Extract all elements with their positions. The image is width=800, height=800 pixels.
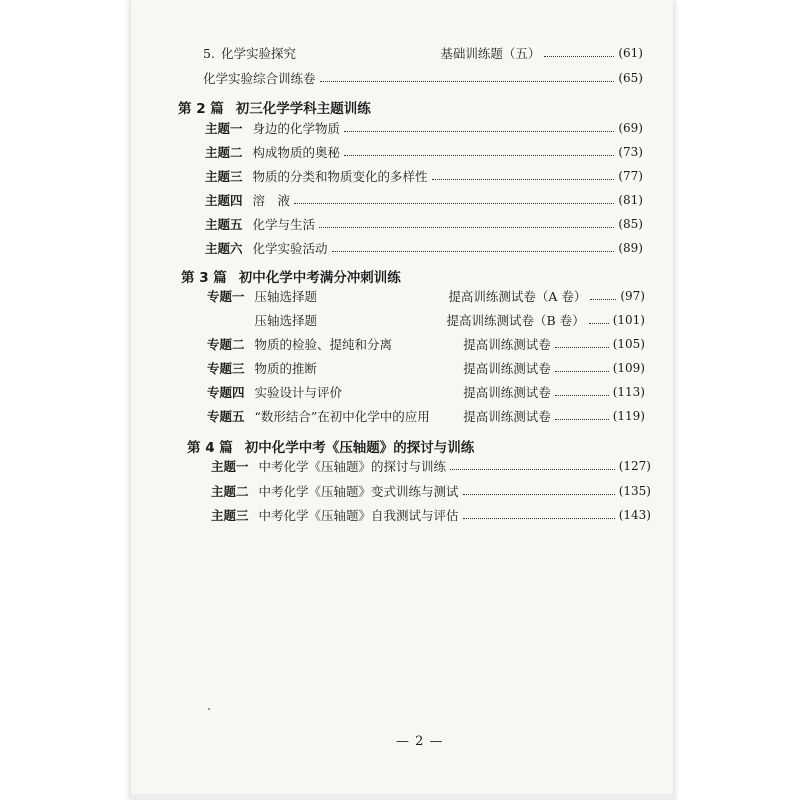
toc-leader [555, 370, 609, 372]
toc-leader [344, 154, 614, 156]
toc-label: 专题二 [207, 337, 245, 352]
toc-label: 主题三 [211, 508, 249, 523]
toc-page: (127) [618, 459, 651, 473]
toc-subtitle: 提高训练测试卷 [463, 337, 551, 352]
toc-page: (119) [612, 409, 645, 423]
toc-subtitle: 提高训练测试卷 [463, 409, 551, 424]
toc-row [205, 237, 643, 259]
toc-title: 化学实验综合训练卷 [203, 71, 316, 86]
toc-leader [590, 298, 616, 300]
toc-leader [319, 226, 614, 228]
toc-row-5 [203, 42, 643, 64]
toc-title: 压轴选择题 [254, 289, 318, 304]
toc-label: 主题五 [205, 217, 243, 232]
toc-row [207, 309, 645, 331]
toc-subtitle: 提高训练测试卷（A 卷） [448, 289, 587, 304]
toc-leader [320, 80, 615, 82]
toc-title: 实验设计与评价 [254, 385, 343, 400]
toc-row [207, 357, 645, 379]
page-number: — 2 — [396, 734, 444, 749]
toc-row [205, 141, 643, 163]
toc-label: 主题二 [211, 484, 249, 499]
toc-row [207, 381, 645, 403]
toc-label: 专题一 [207, 289, 245, 304]
toc-title: 化学实验探究 [220, 46, 296, 61]
toc-title: 物质的检验、提纯和分离 [254, 337, 393, 352]
toc-page: (135) [618, 484, 651, 498]
toc-title: “数形结合”在初中化学中的应用 [254, 409, 430, 424]
toc-row [205, 117, 643, 139]
toc-row [205, 213, 643, 235]
toc-subtitle: 提高训练测试卷 [463, 385, 551, 400]
toc-label: 5. [203, 45, 215, 61]
toc-row [211, 455, 651, 477]
toc-leader [344, 130, 614, 132]
toc-page: (89) [618, 241, 643, 255]
toc-page: (65) [618, 71, 643, 85]
toc-page: (101) [612, 313, 645, 327]
toc-page: (97) [620, 289, 645, 303]
toc-label: 主题六 [205, 241, 243, 256]
toc-leader [432, 178, 615, 180]
toc-label: 专题三 [207, 361, 245, 376]
toc-title: 构成物质的奥秘 [252, 145, 341, 160]
toc-title: 身边的化学物质 [252, 121, 341, 136]
toc-label: 专题四 [207, 385, 245, 400]
toc-page: (113) [612, 385, 645, 399]
toc-page: (105) [612, 337, 645, 351]
toc-label: 主题四 [205, 193, 243, 208]
section-number: 第 3 篇 [181, 270, 227, 286]
toc-leader [332, 250, 615, 252]
toc-row-comprehensive [203, 67, 643, 89]
section-number: 第 4 篇 [187, 440, 233, 456]
toc-title: 中考化学《压轴题》的探讨与训练 [258, 459, 447, 474]
toc-label: 主题一 [205, 121, 243, 136]
section-title: 初中化学中考《压轴题》的探讨与训练 [244, 440, 475, 456]
toc-page: (73) [618, 145, 643, 159]
toc-leader [555, 346, 609, 348]
toc-label: 专题五 [207, 409, 245, 424]
toc-subtitle: 提高训练测试卷（B 卷） [446, 313, 585, 328]
toc-leader [463, 517, 615, 519]
toc-leader [294, 202, 614, 204]
toc-leader [555, 394, 609, 396]
toc-page: (85) [618, 217, 643, 231]
section-number: 第 2 篇 [178, 101, 224, 117]
toc-leader [555, 418, 609, 420]
toc-page: (143) [618, 508, 651, 522]
toc-label: 主题二 [205, 145, 243, 160]
toc-label: 主题一 [211, 459, 249, 474]
toc-page: (77) [618, 169, 643, 183]
toc-title: 物质的推断 [254, 361, 318, 376]
toc-leader [450, 468, 615, 470]
toc-leader [463, 493, 615, 495]
toc-row [207, 333, 645, 355]
toc-row [207, 285, 645, 307]
toc-title: 化学与生活 [252, 217, 316, 232]
toc-page: (69) [618, 121, 643, 135]
toc-title: 压轴选择题 [254, 313, 318, 328]
section-heading-4 [187, 436, 474, 456]
toc-page: (109) [612, 361, 645, 375]
toc-title: 物质的分类和物质变化的多样性 [252, 169, 428, 184]
toc-title: 溶 液 [252, 193, 291, 208]
toc-subtitle: 提高训练测试卷 [463, 361, 551, 376]
toc-page: (81) [618, 193, 643, 207]
section-heading-2 [178, 97, 371, 117]
toc-subtitle: 基础训练题（五） [440, 46, 541, 61]
section-heading-3 [181, 266, 401, 286]
section-title: 初中化学中考满分冲刺训练 [238, 270, 401, 286]
section-title: 初三化学学科主题训练 [235, 101, 371, 117]
toc-row [211, 480, 651, 502]
toc-leader [589, 322, 609, 324]
toc-title: 中考化学《压轴题》自我测试与评估 [258, 508, 459, 523]
ink-speck [208, 708, 210, 710]
toc-row [211, 504, 651, 526]
toc-title: 中考化学《压轴题》变式训练与测试 [258, 484, 459, 499]
toc-row [207, 405, 645, 427]
toc-row [205, 165, 643, 187]
toc-page: (61) [618, 46, 643, 60]
toc-row [205, 189, 643, 211]
toc-leader [544, 55, 614, 57]
toc-label: 主题三 [205, 169, 243, 184]
toc-title: 化学实验活动 [252, 241, 328, 256]
